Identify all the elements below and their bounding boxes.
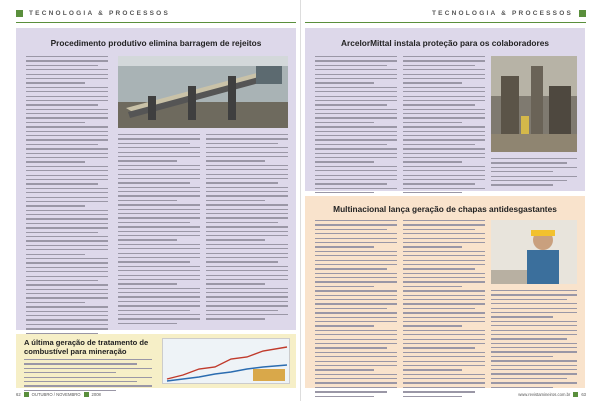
issue-year: 2008 — [91, 392, 101, 397]
issue-label: OUTUBRO / NOVEMBRO — [31, 392, 81, 397]
worker-illustration — [491, 220, 577, 284]
page-number: 62 — [16, 392, 21, 397]
fuel-graphic — [163, 339, 290, 384]
footer-square-icon — [84, 392, 89, 397]
worker-photo — [491, 220, 577, 284]
article-title-line-2: combustível para mineração — [24, 347, 127, 356]
text-column-3 — [491, 290, 577, 384]
text-column-2 — [403, 56, 485, 186]
text-column-1 — [315, 56, 397, 186]
article-panel-multinacional — [305, 196, 585, 388]
section-header — [16, 4, 170, 22]
text-column-fuel — [24, 359, 152, 387]
header-square-icon — [579, 10, 586, 17]
equipment-photo — [118, 56, 288, 128]
protection-photo — [491, 56, 577, 152]
article-title: ArcelorMittal instala proteção para os colaboradores — [341, 38, 549, 48]
page-number: 63 — [581, 392, 586, 397]
article-panel-arcelormittal — [305, 28, 585, 191]
article-title: Multinacional lança geração de chapas antidesgastantes — [333, 204, 557, 214]
article-panel-tailings — [16, 28, 296, 330]
website-label: www.revistamineiros.com.br — [518, 392, 571, 397]
header-square-icon — [16, 10, 23, 17]
text-column-2 — [118, 134, 200, 318]
header-rule — [16, 22, 296, 23]
text-column-3 — [491, 158, 577, 188]
text-column-3 — [206, 134, 288, 318]
article-title-line-1: A última geração de tratamento de — [24, 338, 149, 347]
text-column-1 — [26, 56, 108, 318]
text-column-2 — [403, 220, 485, 384]
header-rule — [305, 22, 586, 23]
equipment-illustration — [118, 56, 288, 128]
section-label: TECNOLOGIA & PROCESSOS — [29, 9, 170, 17]
page-footer-right — [518, 392, 586, 397]
article-title: Procedimento produtivo elimina barragem de rejeitos — [50, 38, 262, 48]
footer-square-icon — [573, 392, 578, 397]
text-column-1 — [315, 220, 397, 384]
article-panel-fuel-treatment — [16, 334, 296, 388]
page-footer-left — [16, 392, 101, 397]
plant-illustration — [491, 56, 577, 152]
right-page — [300, 0, 600, 401]
section-label: TECNOLOGIA & PROCESSOS — [432, 9, 573, 17]
footer-square-icon — [24, 392, 29, 397]
section-header — [432, 4, 586, 22]
fuel-chart-image — [162, 338, 290, 384]
